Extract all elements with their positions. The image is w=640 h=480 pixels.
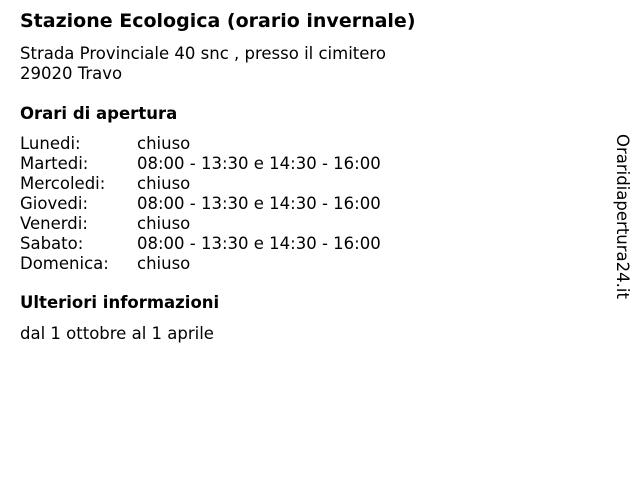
hours-value: chiuso [137,134,191,153]
address-city: 29020 Travo [20,64,123,83]
day-label: Venerdi: [20,214,88,233]
hours-value: chiuso [137,174,191,193]
opening-hours-heading: Orari di apertura [20,104,178,123]
hours-value: 08:00 - 13:30 e 14:30 - 16:00 [137,154,381,173]
day-label: Sabato: [20,234,84,253]
day-label: Martedi: [20,154,89,173]
day-label: Domenica: [20,254,109,273]
day-label: Mercoledi: [20,174,106,193]
more-info-heading: Ulteriori informazioni [20,293,220,312]
hours-value: 08:00 - 13:30 e 14:30 - 16:00 [137,234,381,253]
hours-value: chiuso [137,254,191,273]
more-info-text: dal 1 ottobre al 1 aprile [20,324,214,343]
day-label: Lunedi: [20,134,81,153]
site-watermark: Oraridiapertura24.it [613,134,632,299]
address-street: Strada Provinciale 40 snc , presso il cimitero [20,44,386,63]
day-label: Giovedi: [20,194,88,213]
hours-value: chiuso [137,214,191,233]
hours-value: 08:00 - 13:30 e 14:30 - 16:00 [137,194,381,213]
page-title: Stazione Ecologica (orario invernale) [20,10,416,32]
